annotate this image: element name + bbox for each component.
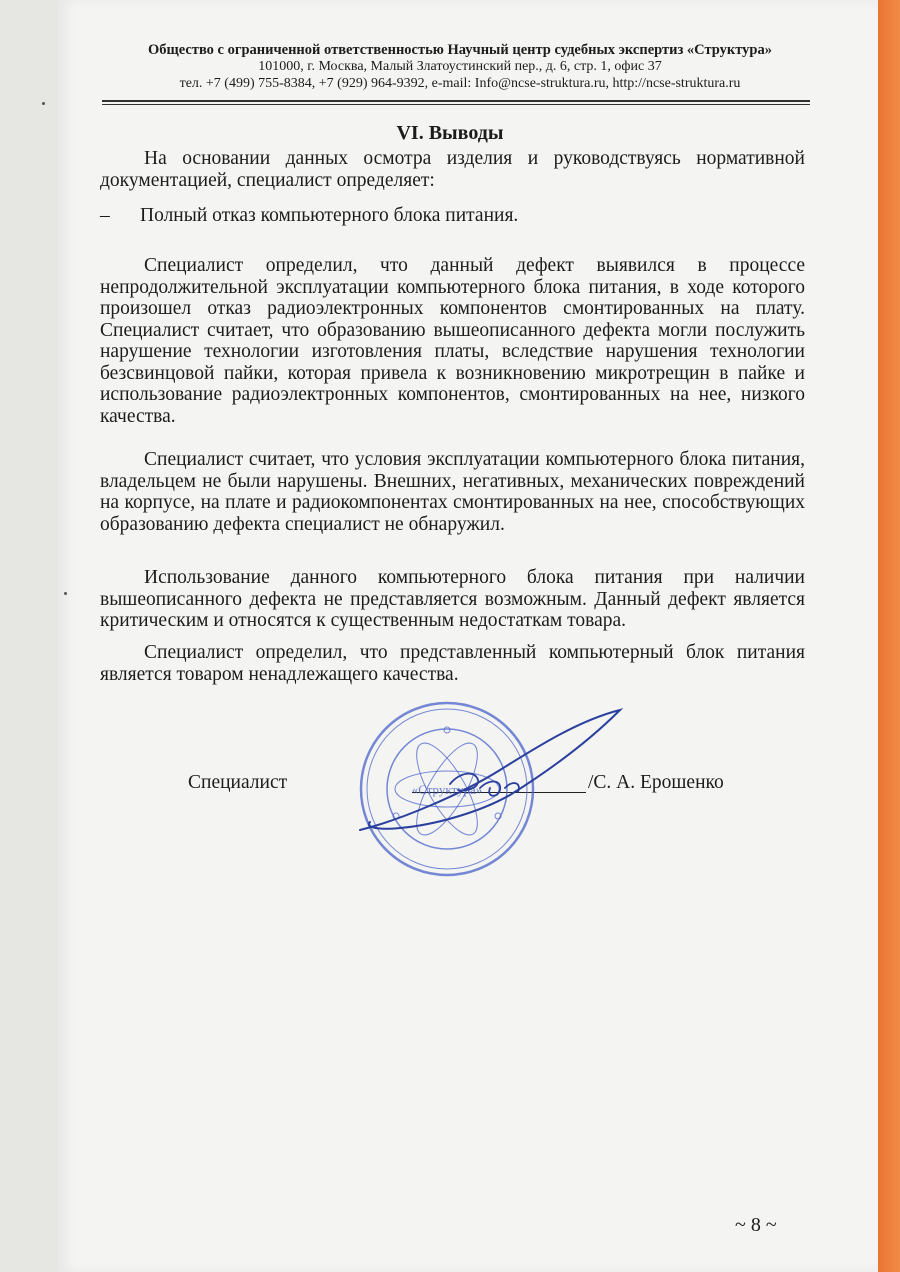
header-contacts: тел. +7 (499) 755-8384, +7 (929) 964-9392, e-mail: Info@ncse-struktura.ru, http://ncse-struktura.ru: [179, 76, 741, 91]
paragraph-3: Использование данного компьютерного блока питания при наличии вышеописанного дефекта не представляется возможным. Данный дефект является критическим и относятся к существенным недостаткам товара.: [100, 567, 805, 631]
page-number: ~ 8 ~: [735, 1214, 777, 1236]
scan-speck: [64, 592, 67, 595]
stamp-text: «Структура»: [411, 782, 483, 797]
header-org: Общество с ограниченной ответственностью Научный центр судебных экспертиз «Структура»: [148, 42, 772, 58]
scan-speck: [42, 102, 45, 105]
intro-paragraph: На основании данных осмотра изделия и руководствуясь нормативной документацией, специалист определяет:: [100, 148, 805, 191]
paragraph-4: Специалист определил, что представленный компьютерный блок питания является товаром ненадлежащего качества.: [100, 642, 805, 685]
signature-label: Специалист: [188, 772, 288, 793]
signature-name: /С. А. Ерошенко: [588, 772, 724, 793]
bullet-text: Полный отказ компьютерного блока питания.: [140, 205, 519, 226]
header-rule-thin: [102, 104, 810, 105]
header-address: 101000, г. Москва, Малый Златоустинский пер., д. 6, стр. 1, офис 37: [258, 59, 662, 74]
paragraph-2: Специалист считает, что условия эксплуатации компьютерного блока питания, владельцем не были нарушены. Внешних, негативных, механических повреждений на корпусе, на плате и радиокомпонентах смонтированных на нее, способствующих образованию дефекта специалист не обнаружил.: [100, 449, 805, 535]
bullet-item: [100, 205, 805, 227]
handwritten-signature: [340, 700, 630, 850]
bullet-dash: –: [100, 205, 110, 226]
header-rule: [102, 100, 810, 102]
section-title: VI. Выводы: [396, 122, 504, 144]
paragraph-1: Специалист определил, что данный дефект выявился в процессе непродолжительной эксплуатации компьютерного блока питания, в ходе которого произошел отказ радиоэлектронных компонентов смонтированных на плату. Специалист считает, что образованию вышеописанного дефекта могли послужить нарушение технологии изготовления платы, вследствие нарушения технологии безсвинцовой пайки, которая привела к возникновению микротрещин в пайке и использование радиоэлектронных компонентов, смонтированных на нее, низкого качества.: [100, 255, 805, 427]
